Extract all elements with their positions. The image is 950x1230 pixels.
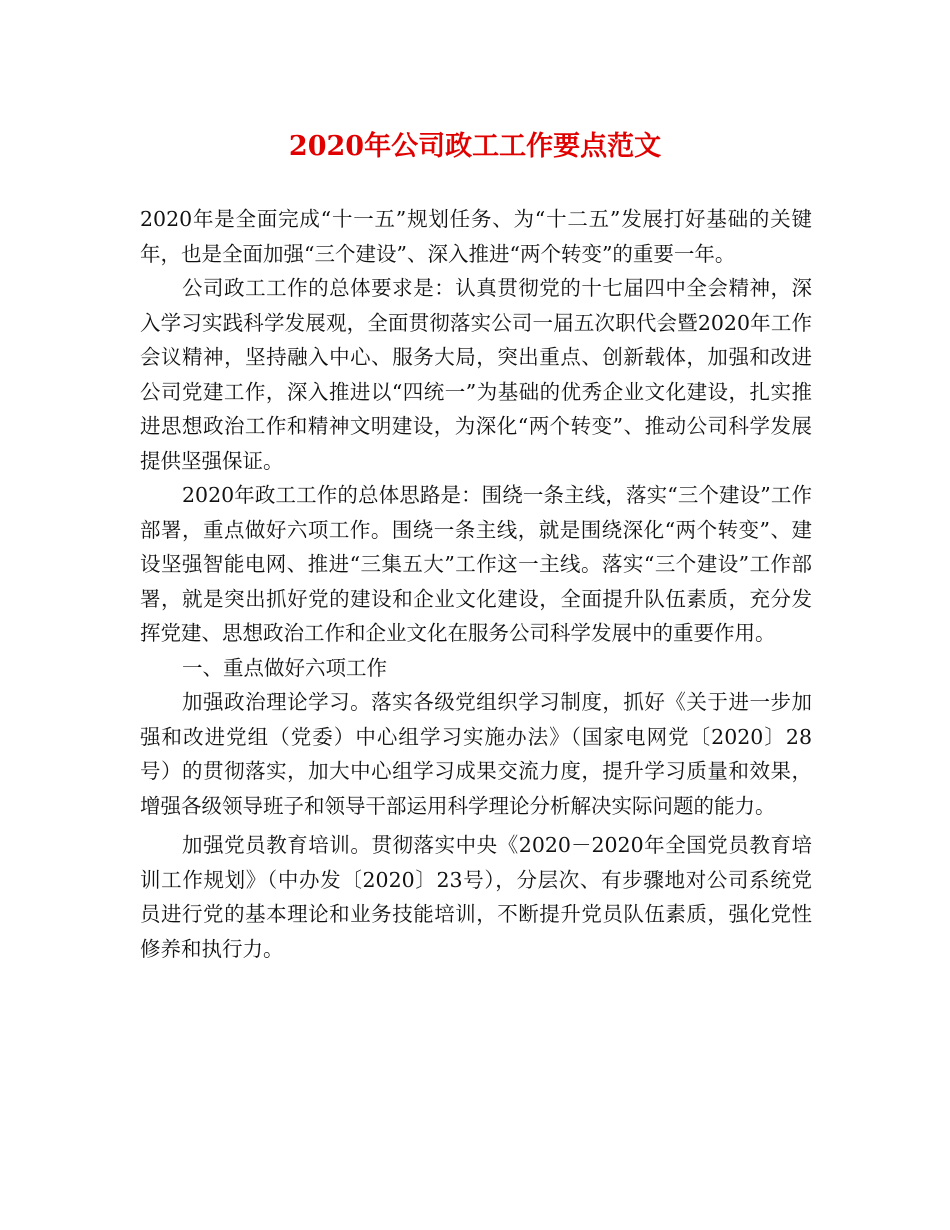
document-body — [140, 202, 812, 966]
paragraph-general-requirements: 公司政工工作的总体要求是：认真贯彻党的十七届四中全会精神，深入学习实践科学发展观，全面贯彻落实公司一届五次职代会暨2020年工作会议精神，坚持融入中心、服务大局，突出重点、创新载体，加强和改进公司党建工作，深入推进以“四统一”为基础的优秀企业文化建设，扎实推进思想政治工作和精神文明建设，为深化“两个转变”、推动公司科学发展提供坚强保证。 — [140, 276, 812, 473]
document-title: 2020年公司政工工作要点范文 — [288, 131, 662, 162]
paragraph-political-theory-study: 加强政治理论学习。落实各级党组织学习制度，抓好《关于进一步加强和改进党组（党委）中心组学习实施办法》（国家电网党〔2020〕28号）的贯彻落实，加大中心组学习成果交流力度，提升学习质量和效果，增强各级领导班子和领导干部运用科学理论分析解决实际问题的能力。 — [140, 690, 812, 818]
paragraph-intro: 2020年是全面完成“十一五”规划任务、为“十二五”发展打好基础的关键年，也是全面加强“三个建设”、深入推进“两个转变”的重要一年。 — [140, 207, 812, 266]
paragraph-general-approach: 2020年政工工作的总体思路是：围绕一条主线，落实“三个建设”工作部署，重点做好六项工作。围绕一条主线，就是围绕深化“两个转变”、建设坚强智能电网、推进“三集五大”工作这一主线。落实“三个建设”工作部署，就是突出抓好党的建设和企业文化建设，全面提升队伍素质，充分发挥党建、思想政治工作和企业文化在服务公司科学发展中的重要作用。 — [140, 483, 812, 645]
paragraph-party-member-training: 加强党员教育培训。贯彻落实中央《2020－2020年全国党员教育培训工作规划》（中办发〔2020〕23号），分层次、有步骤地对公司系统党员进行党的基本理论和业务技能培训，不断提升党员队伍素质，强化党性修养和执行力。 — [140, 833, 812, 961]
section-heading: 一、重点做好六项工作 — [182, 655, 388, 680]
